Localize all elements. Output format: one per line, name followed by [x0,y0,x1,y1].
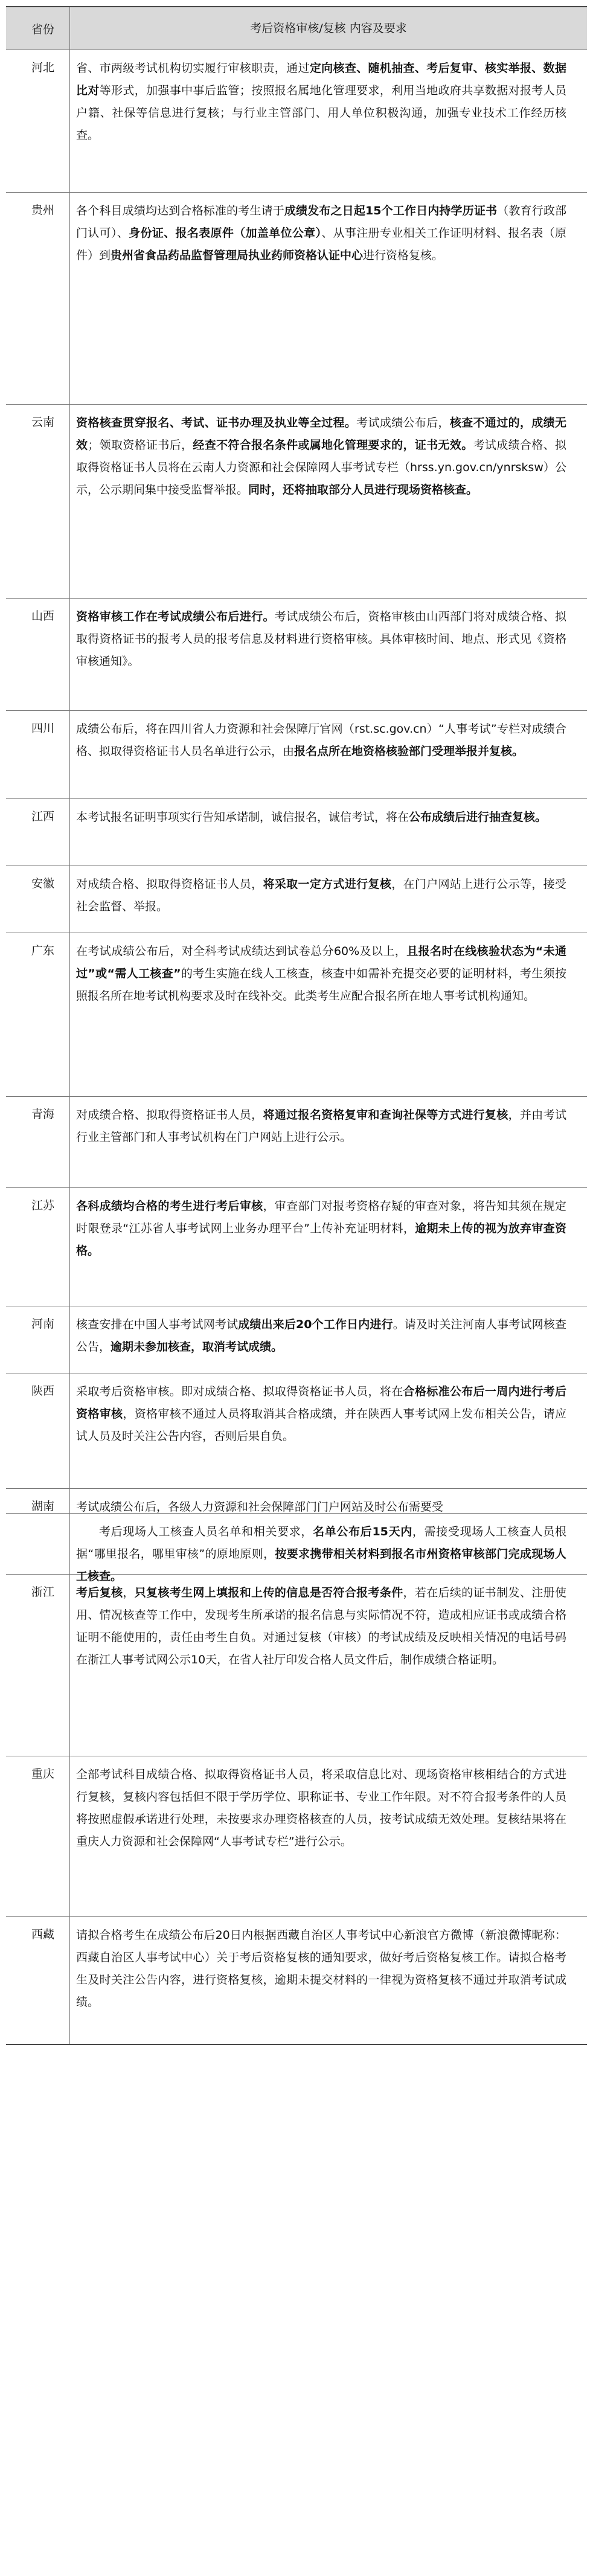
body-text: 对成绩合格、拟取得资格证书人员， [76,878,263,891]
requirement-cell [69,711,587,798]
emphasis-text: 经查不符合报名条件或属地化管理要求的，证书无效。 [193,438,473,452]
requirement-cell [69,1373,587,1488]
province-cell: 四川 [31,722,55,735]
emphasis-text: 考后复核 [76,1586,123,1599]
body-text: 考试成绩公布后，资格审核由山西部门将对成绩合格、拟取得资格证书的报考人员的报考信息及材料进行资格审核。具体审核时间、地点、形式见《资格审核通知》。 [76,610,566,668]
emphasis-text: 身份证、报名表原件（加盖单位公章） [129,226,322,240]
body-text: 的考生实施在线人工核查，核查中如需补充提交必要的证明材料，考生须按照报名所在地考试机构要求及时在线补交。此类考生应配合报名所在地人事考试机构通知。 [76,967,566,1003]
emphasis-text: 逾期未上传的视为放弃审查资格。 [76,1222,566,1257]
emphasis-text: 名单公布后15天内 [313,1525,412,1538]
body-text: 各个科目成绩均达到合格标准的考生请于 [76,204,284,217]
body-text: 等形式，加强事中事后监管；按照报名属地化管理要求，利用当地政府共享数据对报考人员户籍、社保等信息进行复核；与行业主管部门、用人单位积极沟通，加强专业技术工作经历核查。 [76,84,566,142]
body-text: ，审查部门对报考资格存疑的审查对象，将告知其须在规定时限登录“江苏省人事考试网上业务办理平台”上传补充证明材料， [76,1200,566,1235]
emphasis-text: 按要求携带相关材料到报名市州资格审核部门完成现场人工核查。 [76,1547,566,1583]
table-row [6,405,587,599]
requirement-cell [69,866,587,933]
province-cell: 河南 [31,1317,55,1331]
table-row [6,599,587,711]
body-text: 成绩公布后，将在四川省人力资源和社会保障厅官网（rst.sc.gov.cn）“人事考试”专栏对成绩合格、拟取得资格证书人员名单进行公示，由 [76,722,566,758]
emphasis-text: 公布成绩后进行抽查复核。 [409,811,547,824]
body-text: 全部考试科目成绩合格、拟取得资格证书人员，将采取信息比对、现场资格审核相结合的方式进行复核，复核内容包括但不限于学历学位、职称证书、专业工作年限。对不符合报考条件的人员将按照虚假承诺进行处理，未按要求办理资格核查的人员，按考试成绩无效处理。 [76,1768,566,1826]
table-row [6,1097,587,1188]
body-text: 对成绩合格、拟取得资格证书人员， [76,1108,263,1122]
body-text: 采取考后资格审核。即对成绩合格、拟取得资格证书人员，将在 [76,1385,403,1398]
body-text: 核查安排在中国人事考试网考试 [76,1318,239,1331]
table-row [6,193,587,405]
header-province: 省份 [31,22,55,36]
body-text: 、从事注册专业相关工作证明材料、报名表（原件）到 [76,226,566,262]
emphasis-text: 各科成绩均合格的考生进行考后审核 [76,1200,263,1213]
emphasis-text: 成绩出来后20个工作日内进行 [238,1318,393,1331]
body-text: ；领取资格证书后， [88,438,193,452]
province-cell: 青海 [31,1108,55,1121]
requirement-cell [69,1306,587,1373]
body-text: 请拟合格考生在成绩公布后20日内根据西藏自治区人事考试中心新浪官方微博（新浪微博昵称：西藏自治区人事考试中心）关于考后资格复核的通知要求，做好考后资格复核工作。请拟合格考生及时关注公告内容，进行资格复核，逾期未提交材料的一律视为资格复核不通过并取消考试成绩。 [76,1929,566,2009]
emphasis-text: 逾期未参加核查，取消考试成绩。 [111,1340,283,1354]
province-cell: 广东 [31,944,55,957]
table-row [6,1188,587,1306]
province-cell: 西藏 [31,1928,55,1941]
emphasis-text: 合格标准公布后一周内进行考后资格审核 [76,1385,566,1421]
table-body [6,50,587,2044]
province-cell: 安徽 [31,877,55,890]
emphasis-text: 将采取一定方式进行复核 [263,878,392,891]
table-row [6,1514,587,1583]
emphasis-text: 将通过报名资格复审和查询社保等方式进行复核 [263,1108,508,1122]
body-text: 考试成绩公布后， [356,416,450,429]
province-cell: 山西 [31,609,55,623]
requirement-cell [69,1514,587,1583]
requirement-cell [69,599,587,710]
requirement-cell [69,799,587,866]
requirement-cell [69,1097,587,1187]
province-cell: 江西 [31,810,55,823]
requirement-cell [69,1575,587,1756]
table-row [6,799,587,866]
province-cell: 陕西 [31,1384,55,1398]
body-text: （教育行政部门认可）、 [76,204,566,240]
emphasis-text: 贵州省食品药品监督管理局执业药师资格认证中心 [111,249,364,262]
table-row [6,1575,587,1756]
province-cell: 湖南 [31,1500,55,1513]
body-text: 复核结果将在重庆人力资源和社会保障网“人事考试专栏”进行公示。 [76,1813,566,1848]
table-row [6,1756,587,1917]
table-row [6,866,587,933]
requirement-cell [69,1917,587,2044]
body-text: 考试成绩公布后，各级人力资源和社会保障部门门户网站及时公布需要受 [76,1500,444,1514]
requirement-cell [69,1756,587,1916]
emphasis-text: 资格核查贯穿报名、考试、证书办理及执业等全过程。 [76,416,357,429]
emphasis-text: 报名点所在地资格核验部门受理举报并复核。 [294,745,524,758]
table-row [6,933,587,1097]
province-cell: 云南 [31,416,55,429]
body-text: ，资格审核不通过人员将取消其合格成绩，并在陕西人事考试网上发布相关公告，请应试人员及时关注公告内容，否则后果自负。 [76,1407,566,1443]
table-row [6,50,587,193]
emphasis-text: 且报名时在线核验状态为“未通过”或“需人工核查” [76,945,566,980]
table-row [6,1489,587,1514]
province-cell: 江苏 [31,1199,55,1212]
requirement-cell [69,405,587,598]
table-row [6,711,587,799]
table-row [6,1917,587,2044]
requirements-table [6,6,587,2045]
body-text: 考后现场人工核查人员名单和相关要求， [99,1525,313,1538]
body-text: 本考试报名证明事项实行告知承诺制，诚信报名，诚信考试，将在 [76,811,409,824]
requirement-cell [69,1489,587,1513]
emphasis-text: 成绩发布之日起15个工作日内持学历证书 [284,204,498,217]
body-text: 在考试成绩公布后，对全科考试成绩达到试卷总分60%及以上， [76,945,407,958]
emphasis-text: 资格审核工作在考试成绩公布后进行。 [76,610,275,623]
requirement-cell [69,50,587,192]
emphasis-text: 只复核考生网上填报和上传的信息是否符合报考条件 [134,1586,403,1599]
body-text: ，在门户网站上进行公示等，接受社会监督、举报。 [76,878,566,913]
province-cell: 河北 [31,61,55,74]
province-cell [6,1514,69,1574]
body-text: 省、市两级考试机构切实履行审核职责，通过 [76,62,310,75]
requirement-cell [69,193,587,404]
province-cell: 贵州 [31,204,55,217]
table-row [6,1306,587,1373]
province-cell: 浙江 [31,1585,55,1599]
table-row [6,1373,587,1489]
body-text: 。请及时关注河南人事考试网核查公告， [76,1318,566,1354]
body-text: ， [123,1586,135,1599]
province-cell: 重庆 [31,1767,55,1781]
emphasis-text: 核查不通过的，成绩无效 [76,416,566,452]
body-text: ，并由考试行业主管部门和人事考试机构在门户网站上进行公示。 [76,1108,566,1144]
requirement-cell [69,933,587,1096]
emphasis-text: 定向核查、随机抽查、考后复审、核实举报、数据比对 [76,62,566,97]
table-header [6,7,587,50]
body-text: ，需接受现场人工核查人员根据“哪里报名，哪里审核”的原地原则， [76,1525,566,1561]
body-text: 考试成绩合格、拟取得资格证书人员将在云南人力资源和社会保障网人事考试专栏（hrss.yn.gov.cn/ynrsksw）公示，公示期间集中接受监督举报。 [76,438,566,496]
requirement-cell [69,1188,587,1306]
header-content: 考后资格审核/复核 内容及要求 [69,7,587,50]
body-text: ，若在后续的证书制发、注册使用、情况核查等工作中，发现考生所承诺的报名信息与实际情况不符，造成相应证书或成绩合格证明不能使用的，责任由考生自负。对通过复核（审核）的考试成绩及反映相关情况的电话号码在浙江人事考试网公示10天，在省人社厅印发合格人员文件后，制作成绩合格证明。 [76,1586,566,1666]
emphasis-text: 同时，还将抽取部分人员进行现场资格核查。 [248,483,478,496]
body-text: 进行资格复核。 [363,249,444,262]
